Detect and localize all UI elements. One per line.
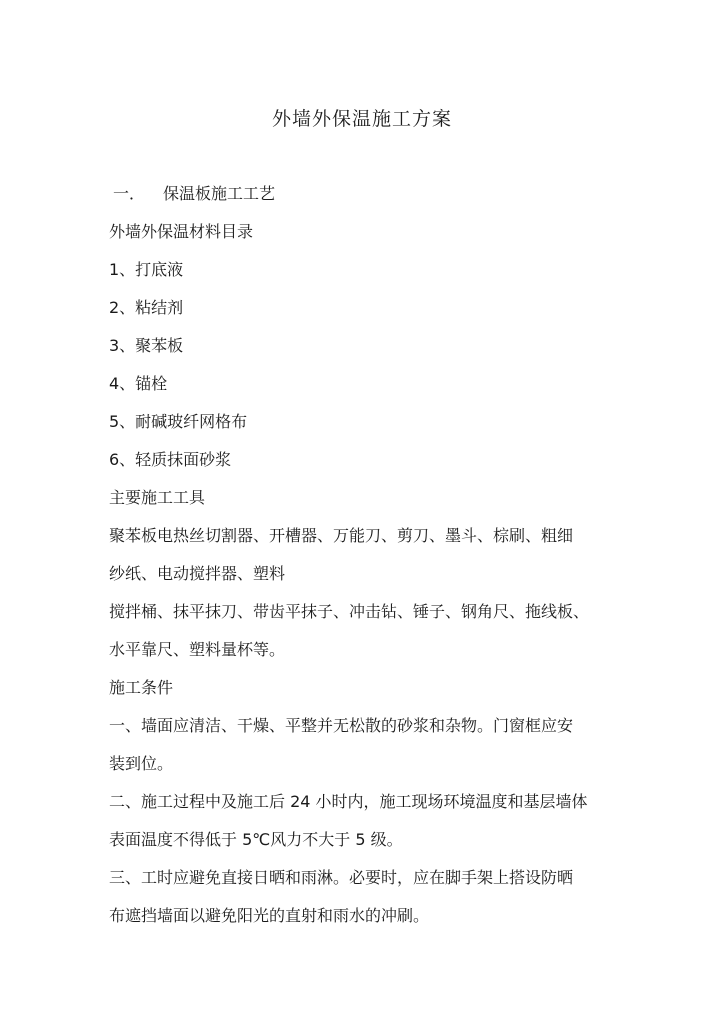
section-heading-1 <box>113 183 275 205</box>
tools-heading: 主要施工工具 <box>109 488 206 507</box>
material-item: 1、打底液 <box>109 260 184 279</box>
conditions-line: 二、施工过程中及施工后 24 小时内，施工现场环境温度和基层墙体 <box>109 792 588 811</box>
materials-heading: 外墙外保温材料目录 <box>109 222 254 241</box>
page-title: 外墙外保温施工方案 <box>271 108 452 130</box>
conditions-line: 装到位。 <box>109 754 174 773</box>
tools-line: 搅拌桶、抹平抹刀、带齿平抹子、冲击钻、锤子、钢角尺、拖线板、 <box>109 602 590 621</box>
material-item: 2、粘结剂 <box>109 298 184 317</box>
conditions-line: 布遮挡墙面以避免阳光的直射和雨水的冲刷。 <box>109 906 430 925</box>
material-item: 6、轻质抹面砂浆 <box>109 450 232 469</box>
conditions-line: 三、工时应避免直接日晒和雨淋。必要时，应在脚手架上搭设防晒 <box>109 868 574 887</box>
material-item: 5、耐碱玻纤网格布 <box>109 412 248 431</box>
tools-line: 水平靠尺、塑料量杯等。 <box>109 640 286 659</box>
material-item: 3、聚苯板 <box>109 336 184 355</box>
tools-line: 聚苯板电热丝切割器、开槽器、万能刀、剪刀、墨斗、棕刷、粗细 <box>109 526 574 545</box>
material-item: 4、锚栓 <box>109 374 168 393</box>
section-heading-text: 保温板施工工艺 <box>163 184 276 203</box>
conditions-heading: 施工条件 <box>109 678 174 697</box>
section-number: 一． <box>113 184 146 203</box>
conditions-line: 一、墙面应清洁、干燥、平整并无松散的砂浆和杂物。门窗框应安 <box>109 716 574 735</box>
conditions-line: 表面温度不得低于 5℃风力不大于 5 级。 <box>109 830 403 849</box>
tools-line: 纱纸、电动搅拌器、塑料 <box>109 564 286 583</box>
